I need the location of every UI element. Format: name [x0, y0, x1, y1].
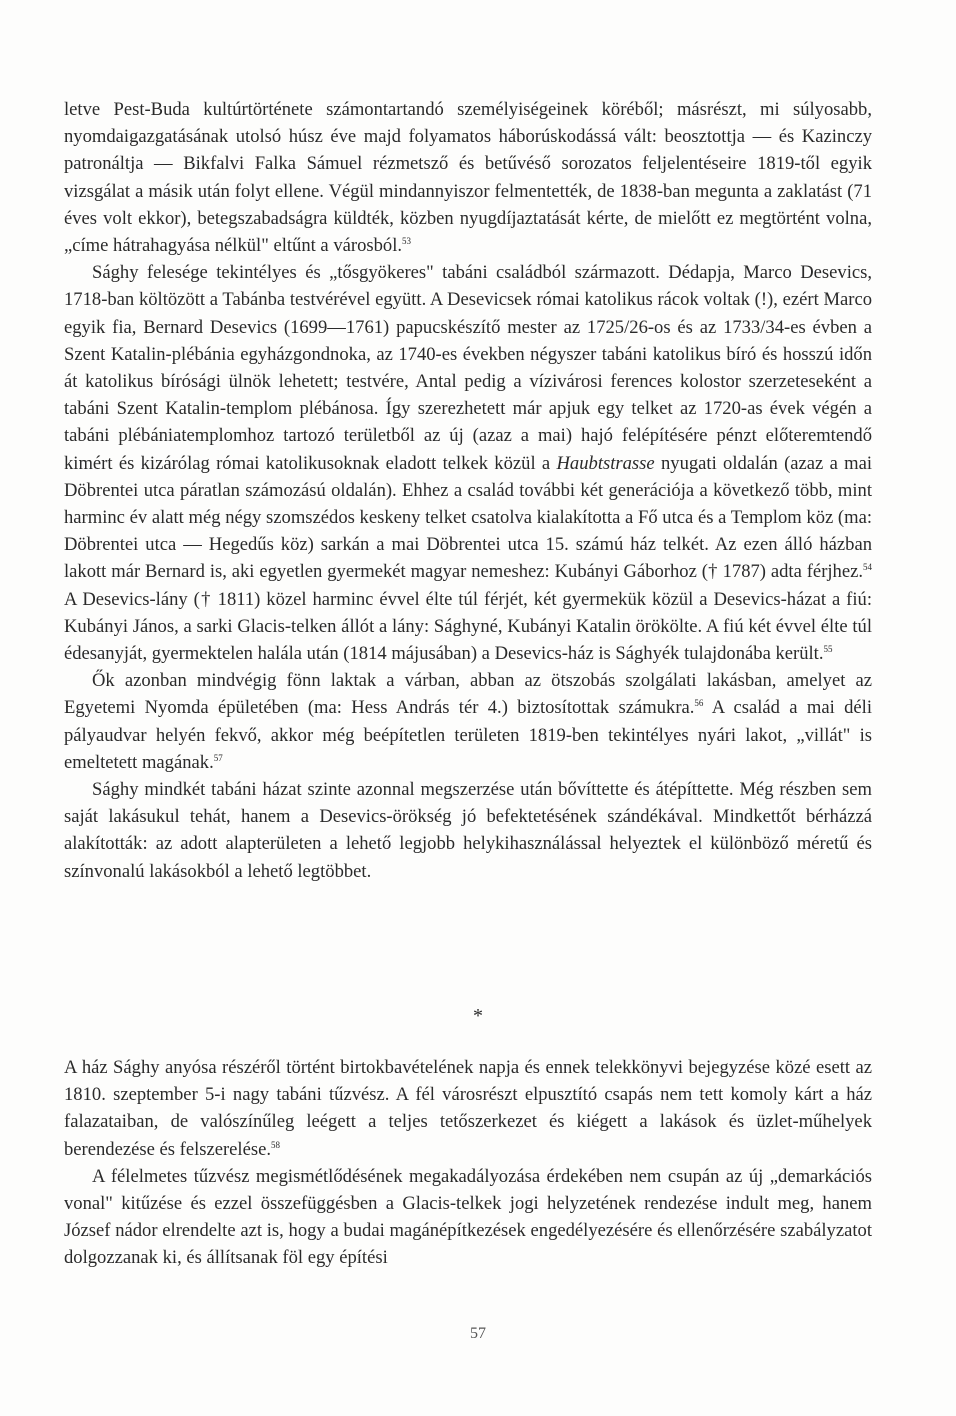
paragraph: [64, 667, 872, 776]
footnote-marker: 56: [694, 698, 704, 709]
paragraph-text: A félelmetes tűzvész megismétlődésének megakadályozása érdekében nem csupán az új „demarkációs vonal" kitűzése és ezzel összefüggésben a Glacis-telkek jogi helyzetének rendezése indult meg, hanem József nádor elrendelte azt is, hogy a budai magánépítkezések engedélyezésére és ellenőrzésére szabályzatot dolgozzanak ki, és állítsanak föl egy építési: [64, 1165, 872, 1269]
paragraph-text: Sághy mindkét tabáni házat szinte azonnal megszerzése után bővíttette és átépíttette. Még részben sem saját lakásukul tehát, hanem a Desevics-örökség jó befektetésének szándékával. Mindkettőt bérházzá alakították: az adott alapterületen a lehető legjobb helykihasználással helyeztek el különböző méretű és színvonalú lakásokból a lehető legtöbbet.: [64, 779, 872, 882]
paragraph: [64, 1163, 872, 1272]
section-separator: *: [473, 1005, 483, 1027]
main-text-continued: [64, 1054, 872, 1272]
paragraph: [64, 259, 872, 667]
footnote-marker: 58: [270, 1139, 280, 1150]
paragraph-text: Ők azonban mindvégig fönn laktak a várban, abban az ötszobás szolgálati lakásban, amelyet az Egyetemi Nyomda épületében (ma: Hess András tér 4.) biztosítottak számukra.: [64, 670, 872, 719]
page-number: 57: [470, 1325, 486, 1342]
paragraph: [64, 96, 872, 259]
street-name: Haubtstrasse: [556, 452, 655, 474]
footnote-marker: 57: [213, 752, 223, 763]
paragraph-text: A Desevics-lány († 1811) közel harminc évvel élte túl férjét, két gyermekük közül a Desevics-házat a fiú: Kubányi János, a sarki Glacis-telken állót a lány: Sághyné, Kubányi Katalin örökölte. A fiú két évvel élte túl édesanyját, gyermektelen halála után (1814 májusában) a Desevics-ház is Sághyék tulajdonába került.: [64, 588, 872, 665]
paragraph-text: nyugati oldalán (azaz a mai Döbrentei utca páratlan számozású oldalán). Ehhez a család további két generációja a következő több, mint harminc év alatt még négy szomszédos keskeny telket csatolva kialakította a Fő utca és a Templom köz (ma: Döbrentei utca — Hegedűs köz) sarkán a mai Döbrentei utca 15. számú ház telkét. Az ezen álló házban lakott már Bernard is, aki egyetlen gyermekét magyar nemeshez: Kubányi Gáborhoz († 1787) adta férjhez.: [64, 452, 873, 583]
footnote-marker: 54: [863, 562, 872, 573]
paragraph-text: A család a mai déli pályaudvar helyén fekvő, akkor még beépítetlen területen 1819-ben tekintélyes nyári lakot, „villát" is emeltetett magának.: [64, 697, 872, 773]
main-text: [64, 96, 872, 885]
paragraph-text: letve Pest-Buda kultúrtörténete számontartandó személyiségeinek köréből; másrészt, mi súlyosabb, nyomdaigazgatásának utolsó húsz éve majd folyamatos háborúskodássá vált: beosztottja — és Kazinczy patronáltja — Bikfalvi Falka Sámuel rézmetsző és betűvéső sorozatos feljelentéseire 1819-től egyik vizsgálat a másik után folyt ellene. Végül mindannyiszor felmentették, de 1838-ban megunta a zaklatást (71 éves volt ekkor), betegszabadságra küldték, közben nyugdíjaztatását kérte, de mielőtt ez megtörtént volna, „címe hátrahagyása nélkül" eltűnt a városból.: [64, 99, 872, 257]
footnote-marker: 55: [823, 644, 833, 655]
paragraph-text: Sághy felesége tekintélyes és „tősgyökeres" tabáni családból származott. Dédapja, Marco Desevics, 1718-ban költözött a Tabánba testvérével együtt. A Desevicsek római katolikus rácok voltak (!), ezért Marco egyik fia, Bernard Desevics (1699—1761) papucskészítő mester az 1725/26-os és az 1733/34-es évben a Szent Katalin-plébánia egyházgondnoka, az 1740-es években négyszer tabáni katolikus bíró és hosszú időn át katolikus bírósági ülnök lehetett; testvére, Antal pedig a vízivárosi ferences kolostor szerzeteseként a tabáni Szent Katalin-templom plébánosa. Így szerezhetett már apjuk egy telket az 1720-as évek végén a tabáni plébániatemplomhoz tartozó területből az új (azaz a mai) hajó felépítésére pénzt előteremtendő kimért és kizárólag római katolikusoknak eladott telkek közül a: [64, 262, 872, 474]
footnote-marker: 53: [402, 236, 412, 247]
paragraph-text: A ház Sághy anyósa részéről történt birtokbavételének napja és ennek telekkönyvi bejegyzése közé esett az 1810. szeptember 5-i nagy tabáni tűzvész. A fél városrészt elpusztító csapás nem tett komoly kárt a ház falazataiban, de valószínűleg leégett a teljes tetőszerkezet és kiégett a lakások és üzlet-műhelyek berendezése és felszerelése.: [64, 1057, 872, 1160]
paragraph: [64, 1054, 872, 1163]
paragraph: [64, 776, 872, 885]
